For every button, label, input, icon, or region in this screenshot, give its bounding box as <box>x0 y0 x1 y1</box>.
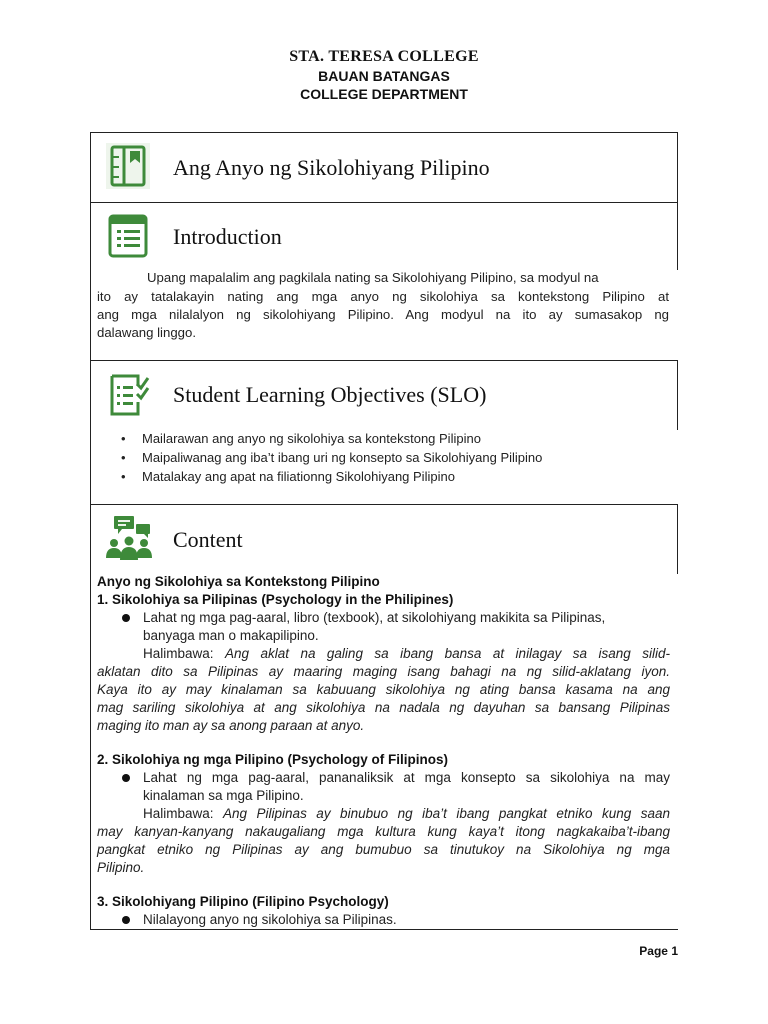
subsection-3-bullet-line: Nilalayong anyo ng sikolohiya sa Pilipinas. <box>143 912 397 927</box>
subsection-2-example-line: may kanyan-kanyang nakaugaliang mga kultura kung kaya’t itong nagkakaiba’t-ibang <box>97 824 670 839</box>
frame-right-border-3 <box>677 504 678 574</box>
college-name: STA. TERESA COLLEGE <box>289 48 479 65</box>
subsection-1-example-line: maging ito man ay sa anong paraan at anyo. <box>97 718 365 733</box>
subsection-1-title: 1. Sikolohiya sa Pilipinas (Psychology in the Philipines) <box>97 592 454 607</box>
subsection-1-bullet-line: Lahat ng mga pag-aaral, libro (texbook), at sikolohiyang makikita sa Pilipinas, <box>143 610 606 625</box>
example-text: Ang aklat na galing sa ibang bansa at inilagay sa isang silid- <box>225 646 670 661</box>
intro-line: Upang mapalalim ang pagkilala nating sa Sikolohiyang Pilipino, sa modyul na <box>147 270 599 285</box>
subsection-1-example-line: Kaya ito ay may kinalaman sa kabuuang sikolohiya ng ating bansa kasama na ang <box>97 682 670 697</box>
bullet-icon <box>122 916 130 924</box>
list-item: • Matalakay ang apat na filiationng Sikolohiyang Pilipino <box>121 469 455 484</box>
example-text: Ang Pilipinas ay binubuo ng iba’t ibang pangkat etniko kung saan <box>223 806 670 821</box>
bullet-icon <box>122 774 130 782</box>
frame-right-border-1 <box>677 132 678 270</box>
frame-top-border <box>90 132 678 133</box>
subsection-2-title: 2. Sikolohiya ng mga Pilipino (Psychology of Filipinos) <box>97 752 449 767</box>
bullet-icon: • <box>121 469 126 484</box>
college-city: BAUAN BATANGAS <box>318 68 450 84</box>
subsection-3-title: 3. Sikolohiyang Pilipino (Filipino Psychology) <box>97 894 389 909</box>
intro-line: ang mga nilalalyon ng sikolohiyang Pilipino. Ang modyul na ito ay sumasakop ng <box>97 307 669 322</box>
subsection-2-bullet-line: kinalaman sa mga Pilipino. <box>143 788 304 803</box>
checklist-icon <box>108 372 150 423</box>
subsection-1-example-line <box>143 645 670 663</box>
book-icon <box>106 143 150 194</box>
slo-title: Student Learning Objectives (SLO) <box>173 382 487 407</box>
subsection-1-example-line: mag sariling sikolohiya at ang sikolohiya na nadala ng dayuhan sa bansang Pilipinas <box>97 700 670 715</box>
intro-line: dalawang linggo. <box>97 325 196 340</box>
subsection-2-example-line: pangkat etniko ng Pilipinas ay ang bumubuo sa tinutukoy na Sikolohiya ng mga <box>97 842 670 857</box>
module-title: Ang Anyo ng Sikolohiyang Pilipino <box>173 155 490 180</box>
example-label: Halimbawa: <box>143 646 214 661</box>
bullet-icon <box>122 614 130 622</box>
divider-3 <box>90 504 678 505</box>
frame-left-border <box>90 132 91 930</box>
subsection-1-example-line: aklatan dito sa Pilipinas ay maaring maging isang bahagi na ng silid-aklatang iyon. <box>97 664 670 679</box>
list-item: • Maipaliwanag ang iba’t ibang uri ng konsepto sa Sikolohiyang Pilipino <box>121 450 543 465</box>
subsection-2-bullet-line: Lahat ng mga pag-aaral, pananaliksik at mga konsepto sa sikolohiya na may <box>143 770 670 785</box>
subsection-2-example-line: Pilipino. <box>97 860 145 875</box>
bullet-icon: • <box>121 431 126 446</box>
introduction-title: Introduction <box>173 224 282 249</box>
frame-bottom-border <box>90 929 678 930</box>
content-title: Content <box>173 527 243 552</box>
content-heading: Anyo ng Sikolohiya sa Kontekstong Pilipino <box>97 574 380 589</box>
group-discussion-icon <box>104 514 154 567</box>
frame-right-border-2 <box>677 360 678 430</box>
bullet-icon: • <box>121 450 126 465</box>
divider-2 <box>90 360 678 361</box>
document-list-icon <box>108 214 148 263</box>
divider-1 <box>90 202 678 203</box>
page-number: Page 1 <box>639 944 678 958</box>
example-label: Halimbawa: <box>143 806 214 821</box>
list-item: • Mailarawan ang anyo ng sikolohiya sa kontekstong Pilipino <box>121 431 481 446</box>
intro-line: ito ay tatalakayin nating ang mga anyo ng sikolohiya sa kontekstong Pilipino at <box>97 289 669 304</box>
subsection-1-bullet-line: banyaga man o makapilipino. <box>143 628 319 643</box>
college-department: COLLEGE DEPARTMENT <box>300 86 468 102</box>
subsection-2-example-line <box>143 805 670 823</box>
